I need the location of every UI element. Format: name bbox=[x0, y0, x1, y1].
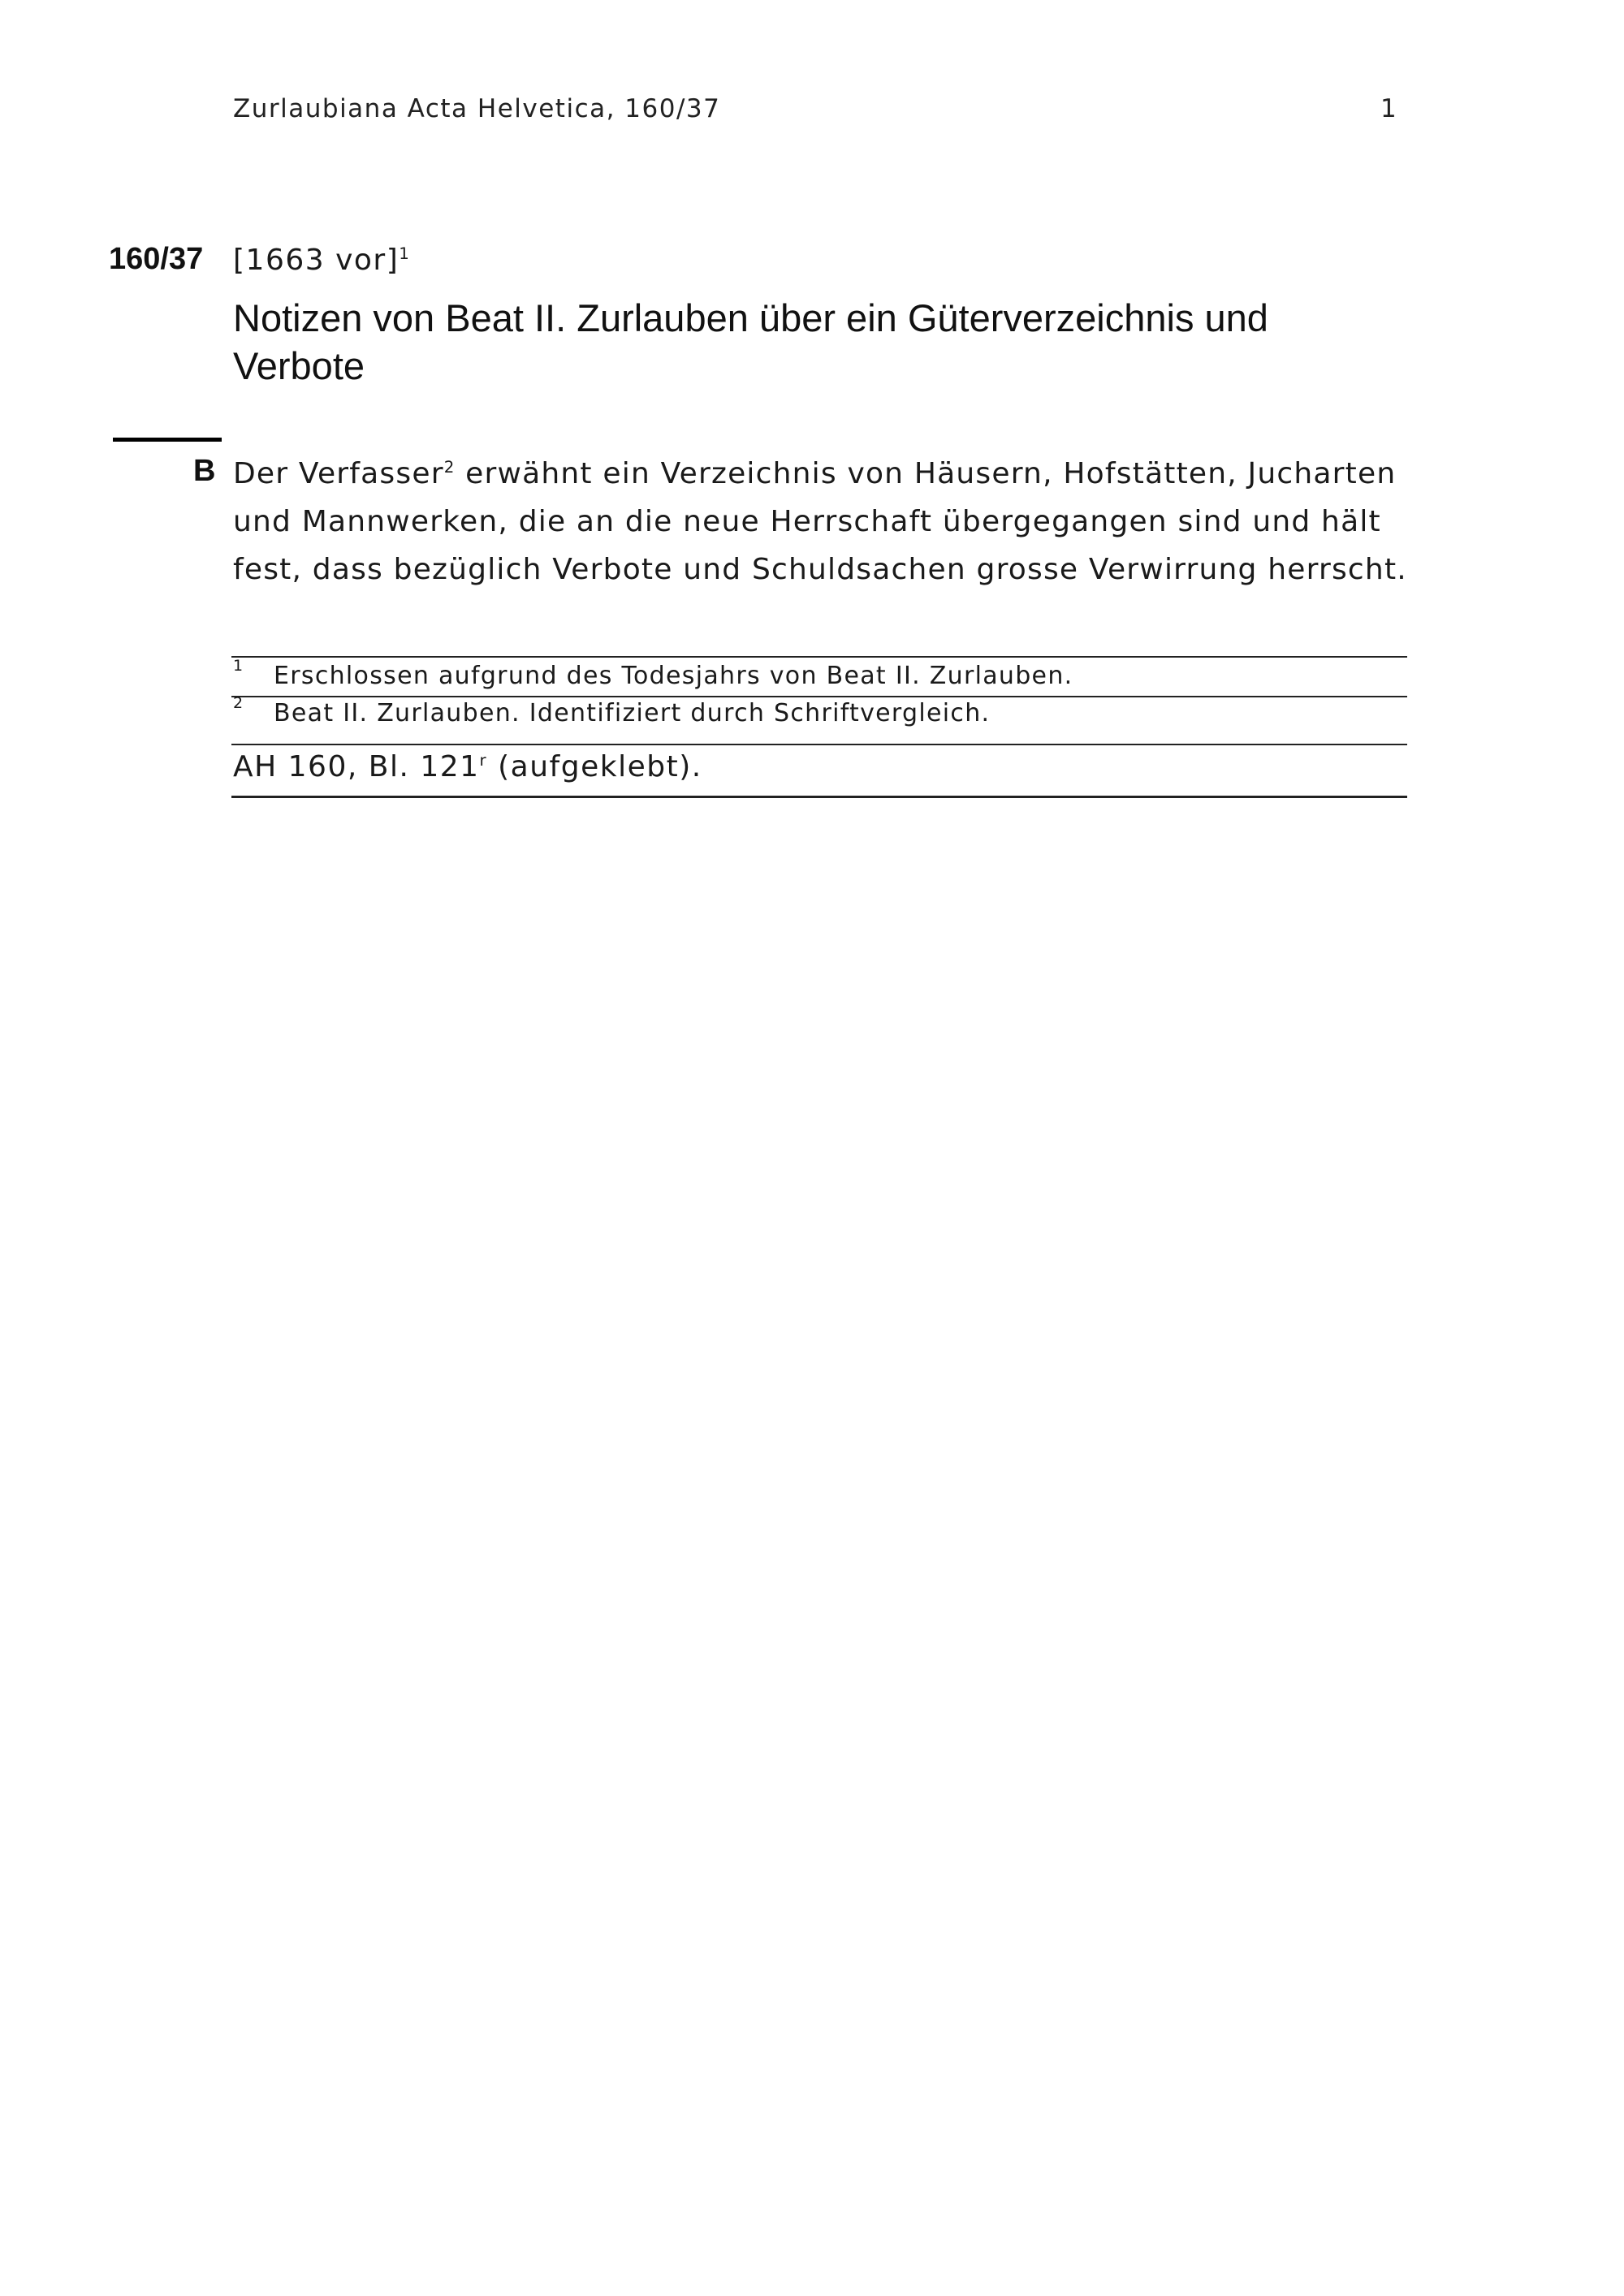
footnote-reference[interactable]: 2 bbox=[443, 458, 456, 477]
footnote bbox=[233, 657, 1407, 694]
document-kind-marker: B bbox=[193, 454, 216, 488]
footnote-separator bbox=[231, 696, 1407, 697]
source-text: (aufgeklebt). bbox=[487, 750, 702, 783]
folio-side: r bbox=[479, 751, 488, 770]
footnote-separator bbox=[231, 656, 1407, 658]
regest-part: Der Verfasser bbox=[233, 457, 444, 490]
footnote-number: 2 bbox=[233, 694, 244, 712]
footnote-reference[interactable]: 1 bbox=[399, 244, 411, 263]
footnote-end-rule bbox=[231, 744, 1407, 745]
footnote bbox=[233, 694, 1407, 732]
footnote-text: Erschlossen aufgrund des Todesjahrs von Beat II. Zurlauben. bbox=[274, 662, 1073, 690]
document-date-text: [1663 vor] bbox=[233, 244, 400, 277]
page-number: 1 bbox=[1380, 94, 1397, 123]
document-title: Notizen von Beat II. Zurlauben über ein Güterverzeichnis und Verbote bbox=[233, 296, 1268, 387]
footnote-text: Beat II. Zurlauben. Identifiziert durch Schriftvergleich. bbox=[274, 699, 991, 727]
regest-part: erwähnt ein Verzeichnis von Häusern, Hofstätten, Jucharten und Mannwerken, die an die neue Herrschaft übergegangen sind und hält fest, dass bezüglich Verbote und Schuldsachen grosse Verwirrung herrscht. bbox=[233, 457, 1407, 586]
regest-text bbox=[233, 450, 1410, 593]
running-head: Zurlaubiana Acta Helvetica, 160/37 bbox=[233, 94, 721, 123]
source-reference bbox=[233, 750, 702, 783]
document-number: 160/37 bbox=[109, 242, 204, 276]
section-divider bbox=[113, 438, 222, 442]
footnote-number: 1 bbox=[233, 657, 244, 675]
source-text: AH 160, Bl. 121 bbox=[233, 750, 480, 783]
source-end-rule bbox=[231, 796, 1407, 798]
document-date bbox=[233, 244, 410, 277]
